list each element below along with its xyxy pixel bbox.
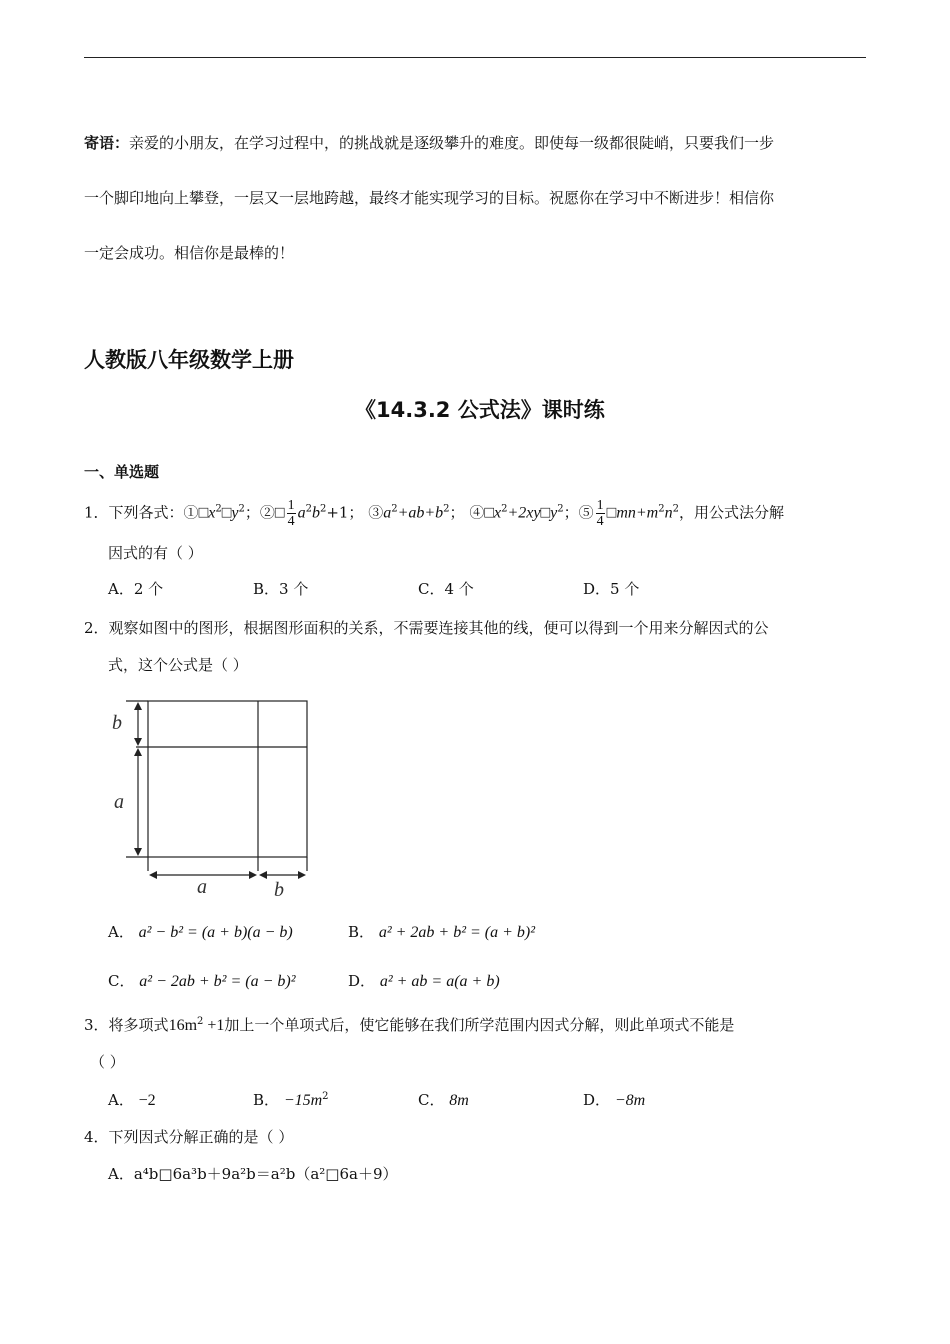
greeting-label: 寄语： — [84, 134, 130, 152]
q1-option-d[interactable]: D．5 个 — [583, 580, 640, 598]
q1-option-c[interactable]: C．4 个 — [418, 580, 474, 598]
q3-option-c[interactable]: C． 8m — [418, 1091, 469, 1109]
question-2-line-2: 式，这个公式是（ ） — [108, 656, 248, 674]
question-4-line-1: 4．下列因式分解正确的是（ ） — [84, 1128, 294, 1146]
area-diagram — [108, 693, 318, 898]
q1-option-b[interactable]: B．3 个 — [253, 580, 309, 598]
fraction-one-quarter: $\frac{1}{4}$ — [287, 498, 295, 529]
label-b-bottom: b — [274, 879, 284, 898]
label-a-left: a — [114, 791, 124, 813]
fraction-one-quarter-2: $\frac{1}{4}$ — [596, 498, 604, 529]
question-1-line-2: 因式的有（ ） — [108, 544, 203, 562]
q2-option-b[interactable]: B． a² + 2ab + b² = (a + b)² — [348, 923, 536, 941]
q4-option-a[interactable]: A．a⁴b□6a³b＋9a²b＝a²b（a²□6a＋9） — [108, 1165, 398, 1183]
label-b-left: b — [112, 712, 122, 734]
q2-option-a[interactable]: A． a² − b² = (a + b)(a − b) — [108, 923, 293, 941]
q3-option-b[interactable]: B． $-15m^2$ — [253, 1091, 329, 1109]
label-a-bottom: a — [197, 876, 207, 898]
section-heading: 一、单选题 — [84, 463, 160, 481]
greeting-line-1: 寄语：亲爱的小朋友，在学习过程中，的挑战就是逐级攀升的难度。即使每一级都很陡峭，只要我们一步 — [84, 134, 775, 152]
question-1-line-1: 1．下列各式：$①□x^2□y^2$；②□ $\frac{1}{4}$ $a^2b^2+1$； $③a^2+ab+b^2$； $④□x^2+2xy□y^2$；⑤ $\frac{1}{4}$ $□mn+m^2n^2$，用公式法分解 — [84, 498, 784, 529]
header-rule — [84, 57, 866, 58]
q2-option-d[interactable]: D． a² + ab = a(a + b) — [348, 972, 500, 990]
q3-option-a[interactable]: A． −2 — [108, 1091, 156, 1109]
page-title: 人教版八年级数学上册 — [84, 348, 294, 372]
q2-option-c[interactable]: C． a² − 2ab + b² = (a − b)² — [108, 972, 296, 990]
q3-option-d[interactable]: D． −8m — [583, 1091, 646, 1109]
greeting-line-3: 一定会成功。相信你是最棒的！ — [84, 244, 295, 262]
greeting-line-2: 一个脚印地向上攀登，一层又一层地跨越，最终才能实现学习的目标。祝愿你在学习中不断进步！相信你 — [84, 189, 775, 207]
question-2-line-1: 2．观察如图中的图形，根据图形面积的关系，不需要连接其他的线，便可以得到一个用来分解因式的公 — [84, 619, 769, 637]
q1-option-a[interactable]: A．2 个 — [108, 580, 164, 598]
area-diagram-svg — [108, 693, 318, 898]
page-subtitle: 《14.3.2 公式法》课时练 — [355, 398, 605, 422]
question-3-line-2: （ ） — [90, 1053, 125, 1071]
question-3-line-1: 3．将多项式$16m^2 +1$加上一个单项式后，使它能够在我们所学范围内因式分解，则此单项式不能是 — [84, 1016, 735, 1034]
